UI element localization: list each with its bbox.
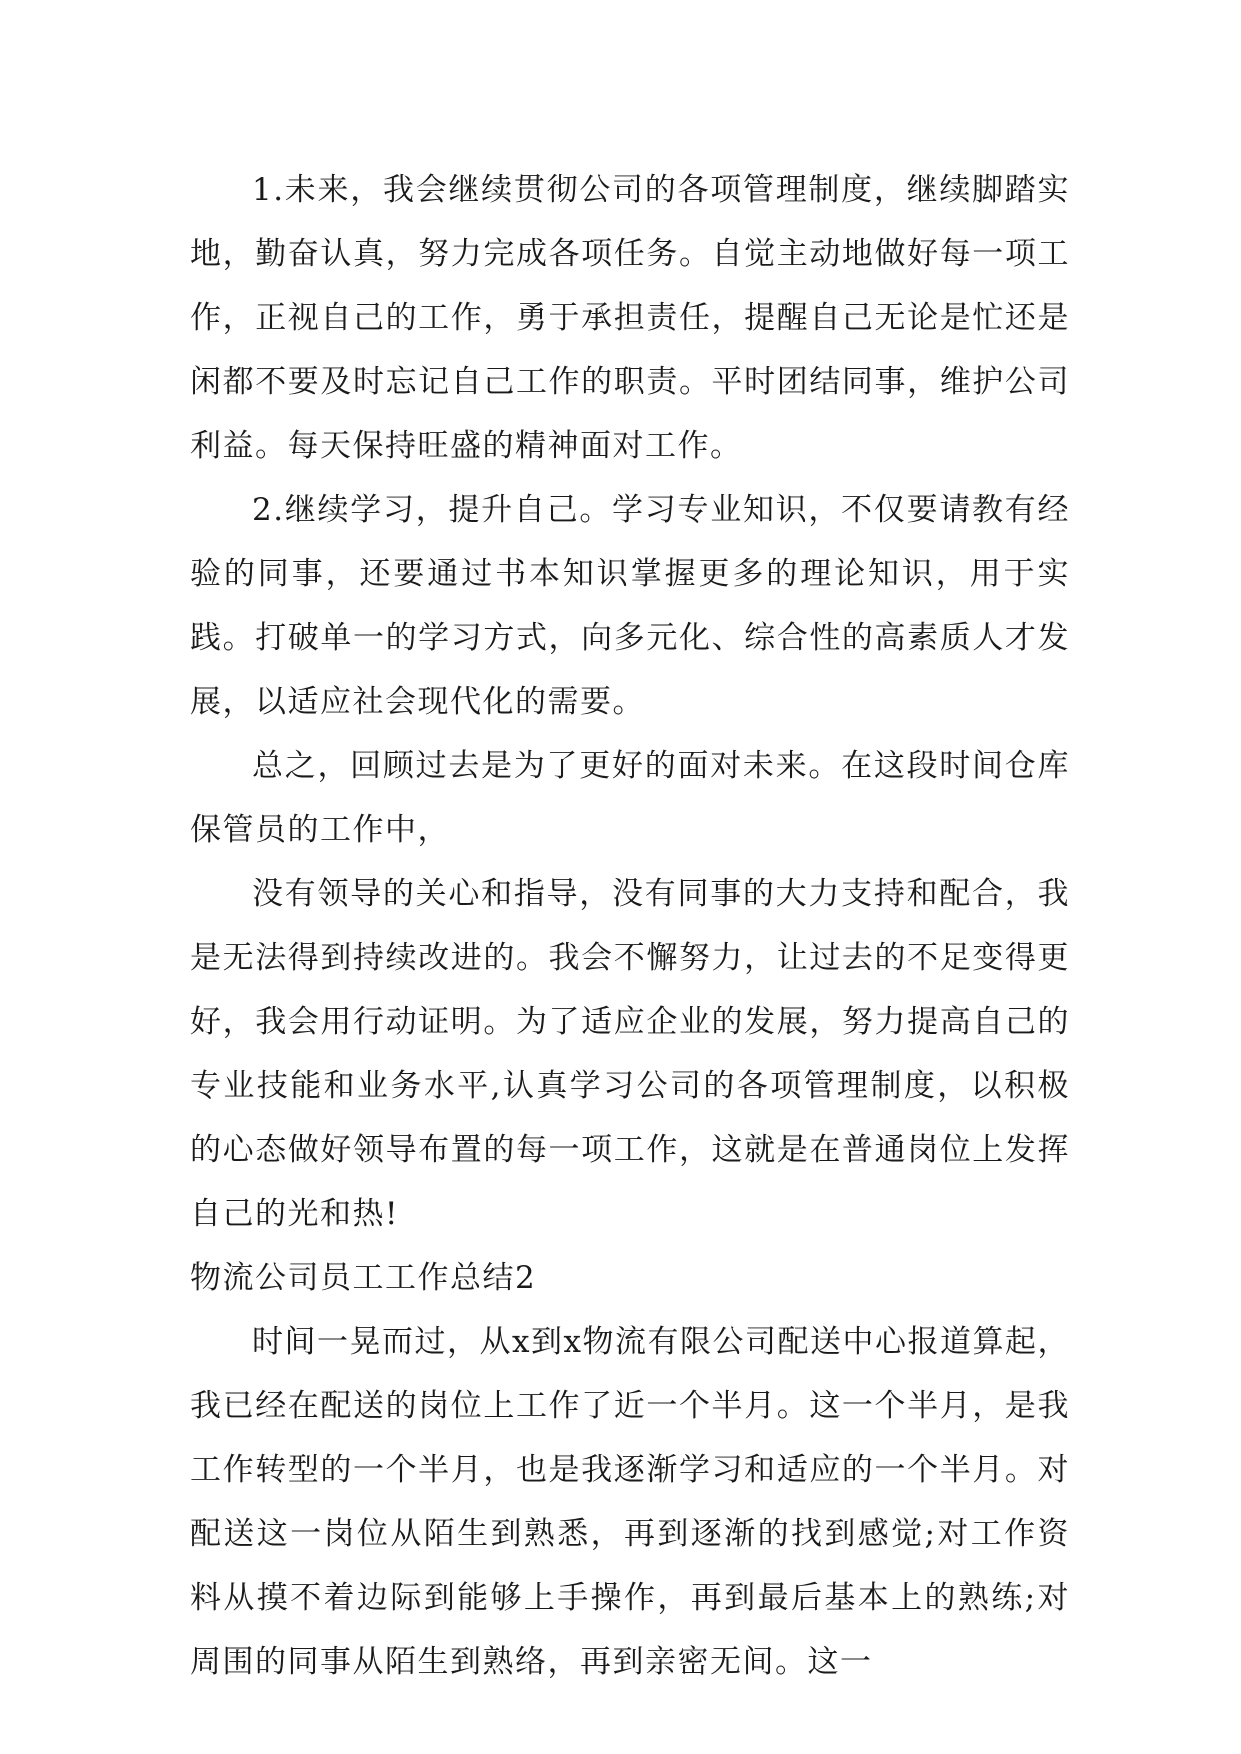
- section-title: 物流公司员工工作总结2: [190, 1260, 537, 1296]
- paragraph-future-plan: 1.未来，我会继续贯彻公司的各项管理制度，继续脚踏实地，勤奋认真，努力完成各项任务。自觉主动地做好每一项工作，正视自己的工作，勇于承担责任，提醒自己无论是忙还是闲都不要及时忘记自己工作的职责。平时团结同事，维护公司利益。每天保持旺盛的精神面对工作。: [190, 172, 1070, 464]
- paragraph-continue-learning: 2.继续学习，提升自己。学习专业知识，不仅要请教有经验的同事，还要通过书本知识掌握更多的理论知识，用于实践。打破单一的学习方式，向多元化、综合性的高素质人才发展，以适应社会现代化的需要。: [190, 492, 1070, 720]
- document-body: [190, 158, 1070, 1694]
- paragraph-section-intro: 时间一晃而过，从x到x物流有限公司配送中心报道算起，我已经在配送的岗位上工作了近一个半月。这一个半月，是我工作转型的一个半月，也是我逐渐学习和适应的一个半月。对配送这一岗位从陌生到熟悉，再到逐渐的找到感觉;对工作资料从摸不着边际到能够上手操作，再到最后基本上的熟练;对周围的同事从陌生到熟络，再到亲密无间。这一: [190, 1324, 1070, 1680]
- paragraph-gratitude: 没有领导的关心和指导，没有同事的大力支持和配合，我是无法得到持续改进的。我会不懈努力，让过去的不足变得更好，我会用行动证明。为了适应企业的发展，努力提高自己的专业技能和业务水平,认真学习公司的各项管理制度，以积极的心态做好领导布置的每一项工作，这就是在普通岗位上发挥自己的光和热!: [190, 876, 1070, 1232]
- paragraph-summary: 总之，回顾过去是为了更好的面对未来。在这段时间仓库保管员的工作中，: [190, 748, 1070, 848]
